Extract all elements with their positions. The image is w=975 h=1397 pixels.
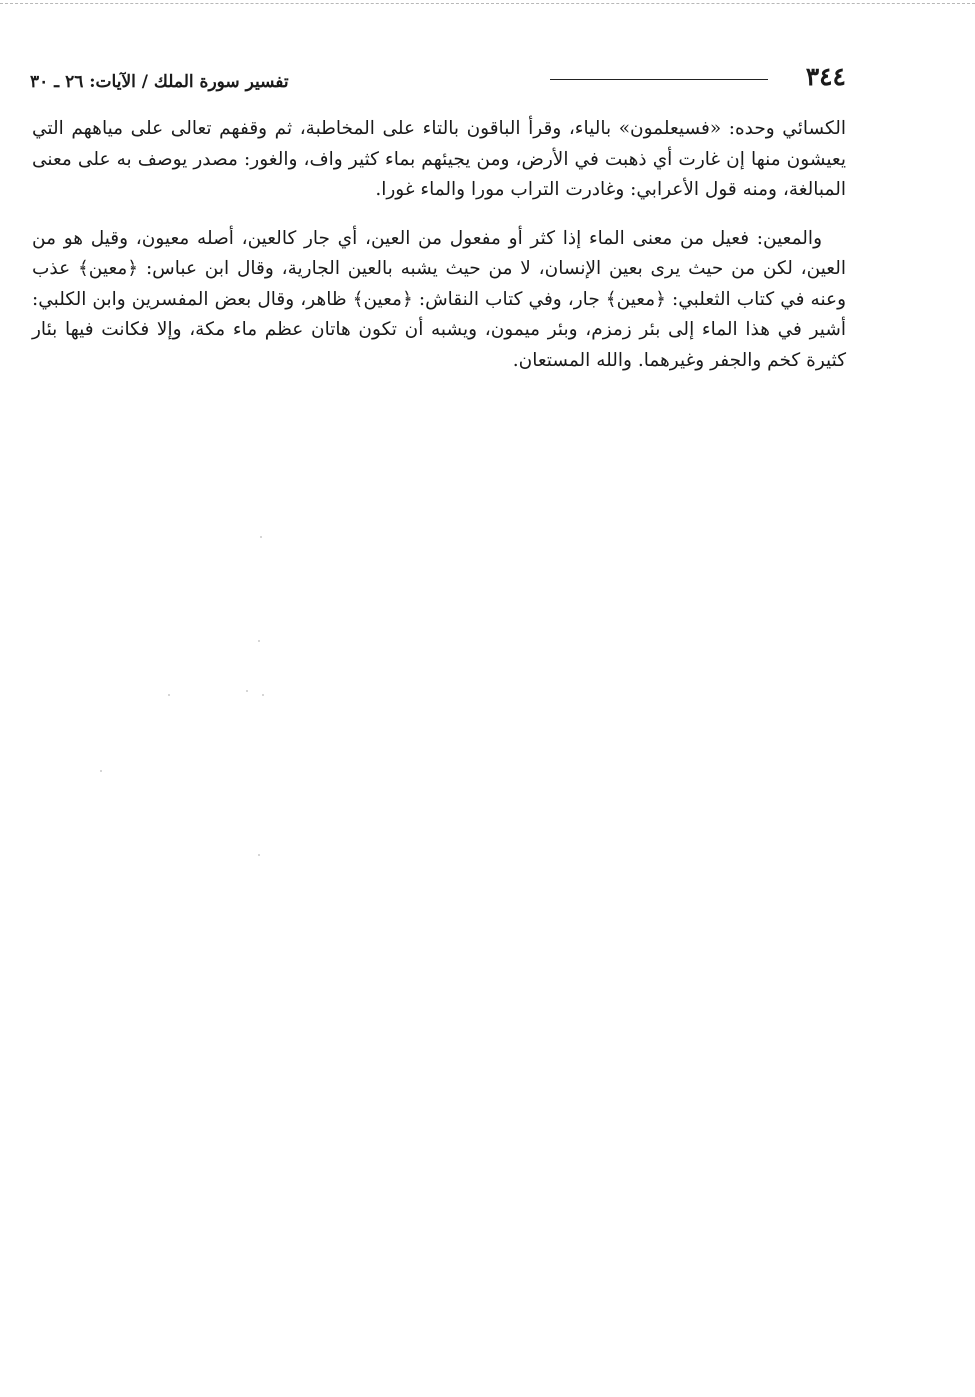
running-header [30, 62, 846, 98]
scan-speck [100, 770, 102, 772]
scan-speck [168, 694, 170, 696]
paragraph-1: الكسائي وحده: «فسيعلمون» بالياء، وقرأ الباقون بالتاء على المخاطبة، ثم وقفهم تعالى على مياههم التي يعيشون منها إن غارت أي ذهبت في الأرض، ومن يجيئهم بماء كثير واف، والغور: مصدر يوصف به على معنى المبالغة، ومنه قول الأعرابي: وغادرت التراب مورا والماء غورا. [32, 118, 846, 200]
body-text [32, 114, 846, 394]
scan-speck [258, 640, 260, 642]
scan-speck [262, 694, 264, 696]
scan-speck [258, 854, 260, 856]
running-title: تفسير سورة الملك / الآيات: ٢٦ ـ ٣٠ [30, 72, 289, 92]
header-rule [550, 79, 768, 80]
scan-speck [260, 536, 262, 538]
scan-edge-line [0, 3, 975, 4]
paragraph-2: والمعين: فعيل من معنى الماء إذا كثر أو مفعول من العين، أي جار كالعين، أصله معيون، وقيل هو من العين، لكن من حيث يرى بعين الإنسان، لا من حيث يشبه بالعين الجارية، وقال ابن عباس: ﴿معين﴾ عذب وعنه في كتاب الثعلبي: ﴿معين﴾ جار، وفي كتاب النقاش: ﴿معين﴾ ظاهر، وقال بعض المفسرين وابن الكلبي: أشير في هذا الماء إلى بئر زمزم، وبئر ميمون، ويشبه أن تكون هاتان عظم ماء مكة، وإلا فكانت فيها بئار كثيرة كخم والجفر وغيرهما. والله المستعان. [32, 227, 846, 371]
scan-speck [246, 690, 248, 692]
page-number: ٣٤٤ [805, 62, 846, 91]
